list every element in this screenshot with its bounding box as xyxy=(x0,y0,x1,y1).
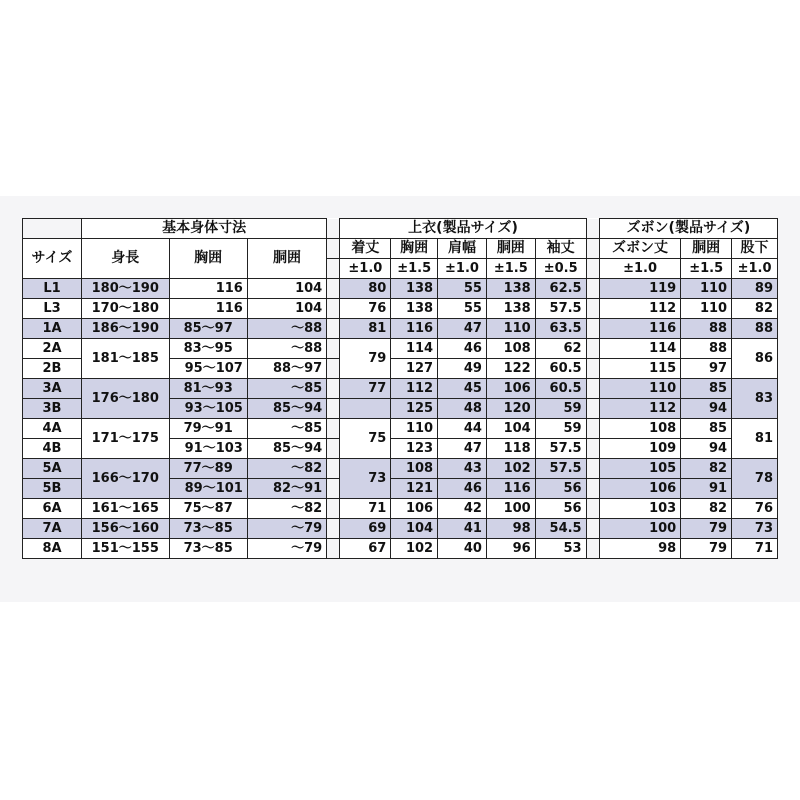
size-cell: 5B xyxy=(23,479,82,499)
table-row xyxy=(23,459,778,479)
sleeve-cell: 57.5 xyxy=(535,439,586,459)
column-header-row xyxy=(23,239,778,259)
inseam-cell: 82 xyxy=(732,299,778,319)
chest-cell: 83～95 xyxy=(169,339,247,359)
inseam-cell: 71 xyxy=(732,539,778,559)
j-waist-cell: 118 xyxy=(486,439,535,459)
shoulder-cell: 42 xyxy=(438,499,487,519)
waist-cell: ～85 xyxy=(247,419,326,439)
height-cell: 170～180 xyxy=(82,299,170,319)
pants-len-cell: 119 xyxy=(599,279,680,299)
p-waist-cell: 94 xyxy=(681,399,732,419)
shoulder-cell: 48 xyxy=(438,399,487,419)
waist-cell: 88～97 xyxy=(247,359,326,379)
waist-cell: 104 xyxy=(247,299,326,319)
length-cell: 71 xyxy=(340,499,391,519)
tol-inseam: ±1.0 xyxy=(732,259,778,279)
length-cell: 67 xyxy=(340,539,391,559)
j-waist-cell: 108 xyxy=(486,339,535,359)
height-cell: 161～165 xyxy=(82,499,170,519)
chest-cell: 77～89 xyxy=(169,459,247,479)
sleeve-cell: 62.5 xyxy=(535,279,586,299)
length-cell xyxy=(340,399,391,419)
sleeve-cell: 57.5 xyxy=(535,459,586,479)
p-waist-cell: 82 xyxy=(681,459,732,479)
chest-cell: 116 xyxy=(169,299,247,319)
chest-cell: 73～85 xyxy=(169,519,247,539)
j-chest-cell: 125 xyxy=(391,399,438,419)
group-jacket: 上衣(製品サイズ) xyxy=(340,219,586,239)
pants-len-cell: 105 xyxy=(599,459,680,479)
waist-cell: ～79 xyxy=(247,519,326,539)
j-chest-cell: 138 xyxy=(391,279,438,299)
sleeve-cell: 54.5 xyxy=(535,519,586,539)
sleeve-cell: 63.5 xyxy=(535,319,586,339)
sleeve-cell: 60.5 xyxy=(535,359,586,379)
size-cell: 3A xyxy=(23,379,82,399)
sleeve-cell: 53 xyxy=(535,539,586,559)
p-waist-cell: 110 xyxy=(681,299,732,319)
j-waist-cell: 110 xyxy=(486,319,535,339)
inseam-cell: 88 xyxy=(732,319,778,339)
pants-len-cell: 116 xyxy=(599,319,680,339)
size-cell: 8A xyxy=(23,539,82,559)
p-waist-cell: 79 xyxy=(681,519,732,539)
length-cell: 81 xyxy=(340,319,391,339)
corner-cell xyxy=(23,219,82,239)
group-body: 基本身体寸法 xyxy=(82,219,327,239)
col-pants-len: ズボン丈 xyxy=(599,239,680,259)
shoulder-cell: 55 xyxy=(438,299,487,319)
pants-len-cell: 100 xyxy=(599,519,680,539)
tol-p-waist: ±1.5 xyxy=(681,259,732,279)
waist-cell: 104 xyxy=(247,279,326,299)
waist-cell: ～82 xyxy=(247,499,326,519)
j-chest-cell: 110 xyxy=(391,419,438,439)
j-waist-cell: 104 xyxy=(486,419,535,439)
shoulder-cell: 47 xyxy=(438,439,487,459)
inseam-cell: 81 xyxy=(732,419,778,459)
tol-sleeve: ±0.5 xyxy=(535,259,586,279)
size-cell: 4B xyxy=(23,439,82,459)
chest-cell: 73～85 xyxy=(169,539,247,559)
size-cell: 4A xyxy=(23,419,82,439)
inseam-cell: 89 xyxy=(732,279,778,299)
table-row xyxy=(23,379,778,399)
j-chest-cell: 104 xyxy=(391,519,438,539)
waist-cell: ～88 xyxy=(247,319,326,339)
height-cell: 166～170 xyxy=(82,459,170,499)
waist-cell: 85～94 xyxy=(247,399,326,419)
shoulder-cell: 40 xyxy=(438,539,487,559)
length-cell: 80 xyxy=(340,279,391,299)
p-waist-cell: 110 xyxy=(681,279,732,299)
shoulder-cell: 46 xyxy=(438,339,487,359)
length-cell: 75 xyxy=(340,419,391,459)
shoulder-cell: 43 xyxy=(438,459,487,479)
table-row xyxy=(23,499,778,519)
tol-length: ±1.0 xyxy=(340,259,391,279)
shoulder-cell: 44 xyxy=(438,419,487,439)
sleeve-cell: 59 xyxy=(535,399,586,419)
inseam-cell: 76 xyxy=(732,499,778,519)
chest-cell: 95～107 xyxy=(169,359,247,379)
tol-pants-len: ±1.0 xyxy=(599,259,680,279)
height-cell: 151～155 xyxy=(82,539,170,559)
height-cell: 171～175 xyxy=(82,419,170,459)
size-cell: 1A xyxy=(23,319,82,339)
col-height: 身長 xyxy=(82,239,170,279)
j-waist-cell: 102 xyxy=(486,459,535,479)
size-cell: 5A xyxy=(23,459,82,479)
length-cell: 73 xyxy=(340,459,391,499)
j-waist-cell: 100 xyxy=(486,499,535,519)
inseam-cell: 78 xyxy=(732,459,778,499)
length-cell: 76 xyxy=(340,299,391,319)
length-cell: 69 xyxy=(340,519,391,539)
pants-len-cell: 112 xyxy=(599,399,680,419)
pants-len-cell: 106 xyxy=(599,479,680,499)
col-j-chest: 胸囲 xyxy=(391,239,438,259)
p-waist-cell: 85 xyxy=(681,379,732,399)
j-waist-cell: 106 xyxy=(486,379,535,399)
chest-cell: 89～101 xyxy=(169,479,247,499)
chest-cell: 116 xyxy=(169,279,247,299)
group-header-row xyxy=(23,219,778,239)
chest-cell: 75～87 xyxy=(169,499,247,519)
table-row xyxy=(23,319,778,339)
j-waist-cell: 138 xyxy=(486,299,535,319)
height-cell: 181～185 xyxy=(82,339,170,379)
col-p-waist: 胴囲 xyxy=(681,239,732,259)
pants-len-cell: 110 xyxy=(599,379,680,399)
p-waist-cell: 82 xyxy=(681,499,732,519)
length-cell: 77 xyxy=(340,379,391,399)
col-length: 着丈 xyxy=(340,239,391,259)
table-row xyxy=(23,519,778,539)
pants-len-cell: 103 xyxy=(599,499,680,519)
j-chest-cell: 138 xyxy=(391,299,438,319)
shoulder-cell: 49 xyxy=(438,359,487,379)
j-chest-cell: 116 xyxy=(391,319,438,339)
inseam-cell: 83 xyxy=(732,379,778,419)
table-row xyxy=(23,419,778,439)
chest-cell: 85～97 xyxy=(169,319,247,339)
waist-cell: ～88 xyxy=(247,339,326,359)
col-shoulder: 肩幅 xyxy=(438,239,487,259)
shoulder-cell: 41 xyxy=(438,519,487,539)
waist-cell: 85～94 xyxy=(247,439,326,459)
pants-len-cell: 98 xyxy=(599,539,680,559)
waist-cell: ～85 xyxy=(247,379,326,399)
chest-cell: 91～103 xyxy=(169,439,247,459)
col-j-waist: 胴囲 xyxy=(486,239,535,259)
j-waist-cell: 122 xyxy=(486,359,535,379)
j-waist-cell: 138 xyxy=(486,279,535,299)
size-cell: 3B xyxy=(23,399,82,419)
pants-len-cell: 108 xyxy=(599,419,680,439)
shoulder-cell: 45 xyxy=(438,379,487,399)
sleeve-cell: 57.5 xyxy=(535,299,586,319)
size-cell: 2A xyxy=(23,339,82,359)
sleeve-cell: 62 xyxy=(535,339,586,359)
pants-len-cell: 109 xyxy=(599,439,680,459)
size-cell: L3 xyxy=(23,299,82,319)
waist-cell: 82～91 xyxy=(247,479,326,499)
sleeve-cell: 59 xyxy=(535,419,586,439)
j-chest-cell: 127 xyxy=(391,359,438,379)
p-waist-cell: 88 xyxy=(681,339,732,359)
j-chest-cell: 112 xyxy=(391,379,438,399)
height-cell: 156～160 xyxy=(82,519,170,539)
waist-cell: ～79 xyxy=(247,539,326,559)
sleeve-cell: 56 xyxy=(535,479,586,499)
table-row xyxy=(23,339,778,359)
tol-j-chest: ±1.5 xyxy=(391,259,438,279)
p-waist-cell: 94 xyxy=(681,439,732,459)
size-cell: 6A xyxy=(23,499,82,519)
j-chest-cell: 123 xyxy=(391,439,438,459)
pants-len-cell: 114 xyxy=(599,339,680,359)
size-cell: L1 xyxy=(23,279,82,299)
inseam-cell: 86 xyxy=(732,339,778,379)
shoulder-cell: 55 xyxy=(438,279,487,299)
tol-shoulder: ±1.0 xyxy=(438,259,487,279)
length-cell: 79 xyxy=(340,339,391,379)
pants-len-cell: 115 xyxy=(599,359,680,379)
j-chest-cell: 106 xyxy=(391,499,438,519)
col-size: サイズ xyxy=(23,239,82,279)
height-cell: 186～190 xyxy=(82,319,170,339)
size-cell: 2B xyxy=(23,359,82,379)
shoulder-cell: 47 xyxy=(438,319,487,339)
tol-j-waist: ±1.5 xyxy=(486,259,535,279)
p-waist-cell: 91 xyxy=(681,479,732,499)
size-chart-table xyxy=(22,218,778,559)
group-pants: ズボン(製品サイズ) xyxy=(599,219,777,239)
shoulder-cell: 46 xyxy=(438,479,487,499)
size-cell: 7A xyxy=(23,519,82,539)
j-chest-cell: 108 xyxy=(391,459,438,479)
p-waist-cell: 85 xyxy=(681,419,732,439)
col-sleeve: 袖丈 xyxy=(535,239,586,259)
col-waist: 胴囲 xyxy=(247,239,326,279)
waist-cell: ～82 xyxy=(247,459,326,479)
sleeve-cell: 56 xyxy=(535,499,586,519)
chest-cell: 79～91 xyxy=(169,419,247,439)
j-chest-cell: 102 xyxy=(391,539,438,559)
height-cell: 180～190 xyxy=(82,279,170,299)
chest-cell: 93～105 xyxy=(169,399,247,419)
chest-cell: 81～93 xyxy=(169,379,247,399)
pants-len-cell: 112 xyxy=(599,299,680,319)
p-waist-cell: 88 xyxy=(681,319,732,339)
j-chest-cell: 121 xyxy=(391,479,438,499)
table-row xyxy=(23,299,778,319)
j-waist-cell: 120 xyxy=(486,399,535,419)
p-waist-cell: 97 xyxy=(681,359,732,379)
table-row xyxy=(23,279,778,299)
p-waist-cell: 79 xyxy=(681,539,732,559)
table-row xyxy=(23,539,778,559)
height-cell: 176～180 xyxy=(82,379,170,419)
j-waist-cell: 116 xyxy=(486,479,535,499)
j-waist-cell: 98 xyxy=(486,519,535,539)
col-inseam: 股下 xyxy=(732,239,778,259)
inseam-cell: 73 xyxy=(732,519,778,539)
sleeve-cell: 60.5 xyxy=(535,379,586,399)
j-waist-cell: 96 xyxy=(486,539,535,559)
col-chest: 胸囲 xyxy=(169,239,247,279)
j-chest-cell: 114 xyxy=(391,339,438,359)
